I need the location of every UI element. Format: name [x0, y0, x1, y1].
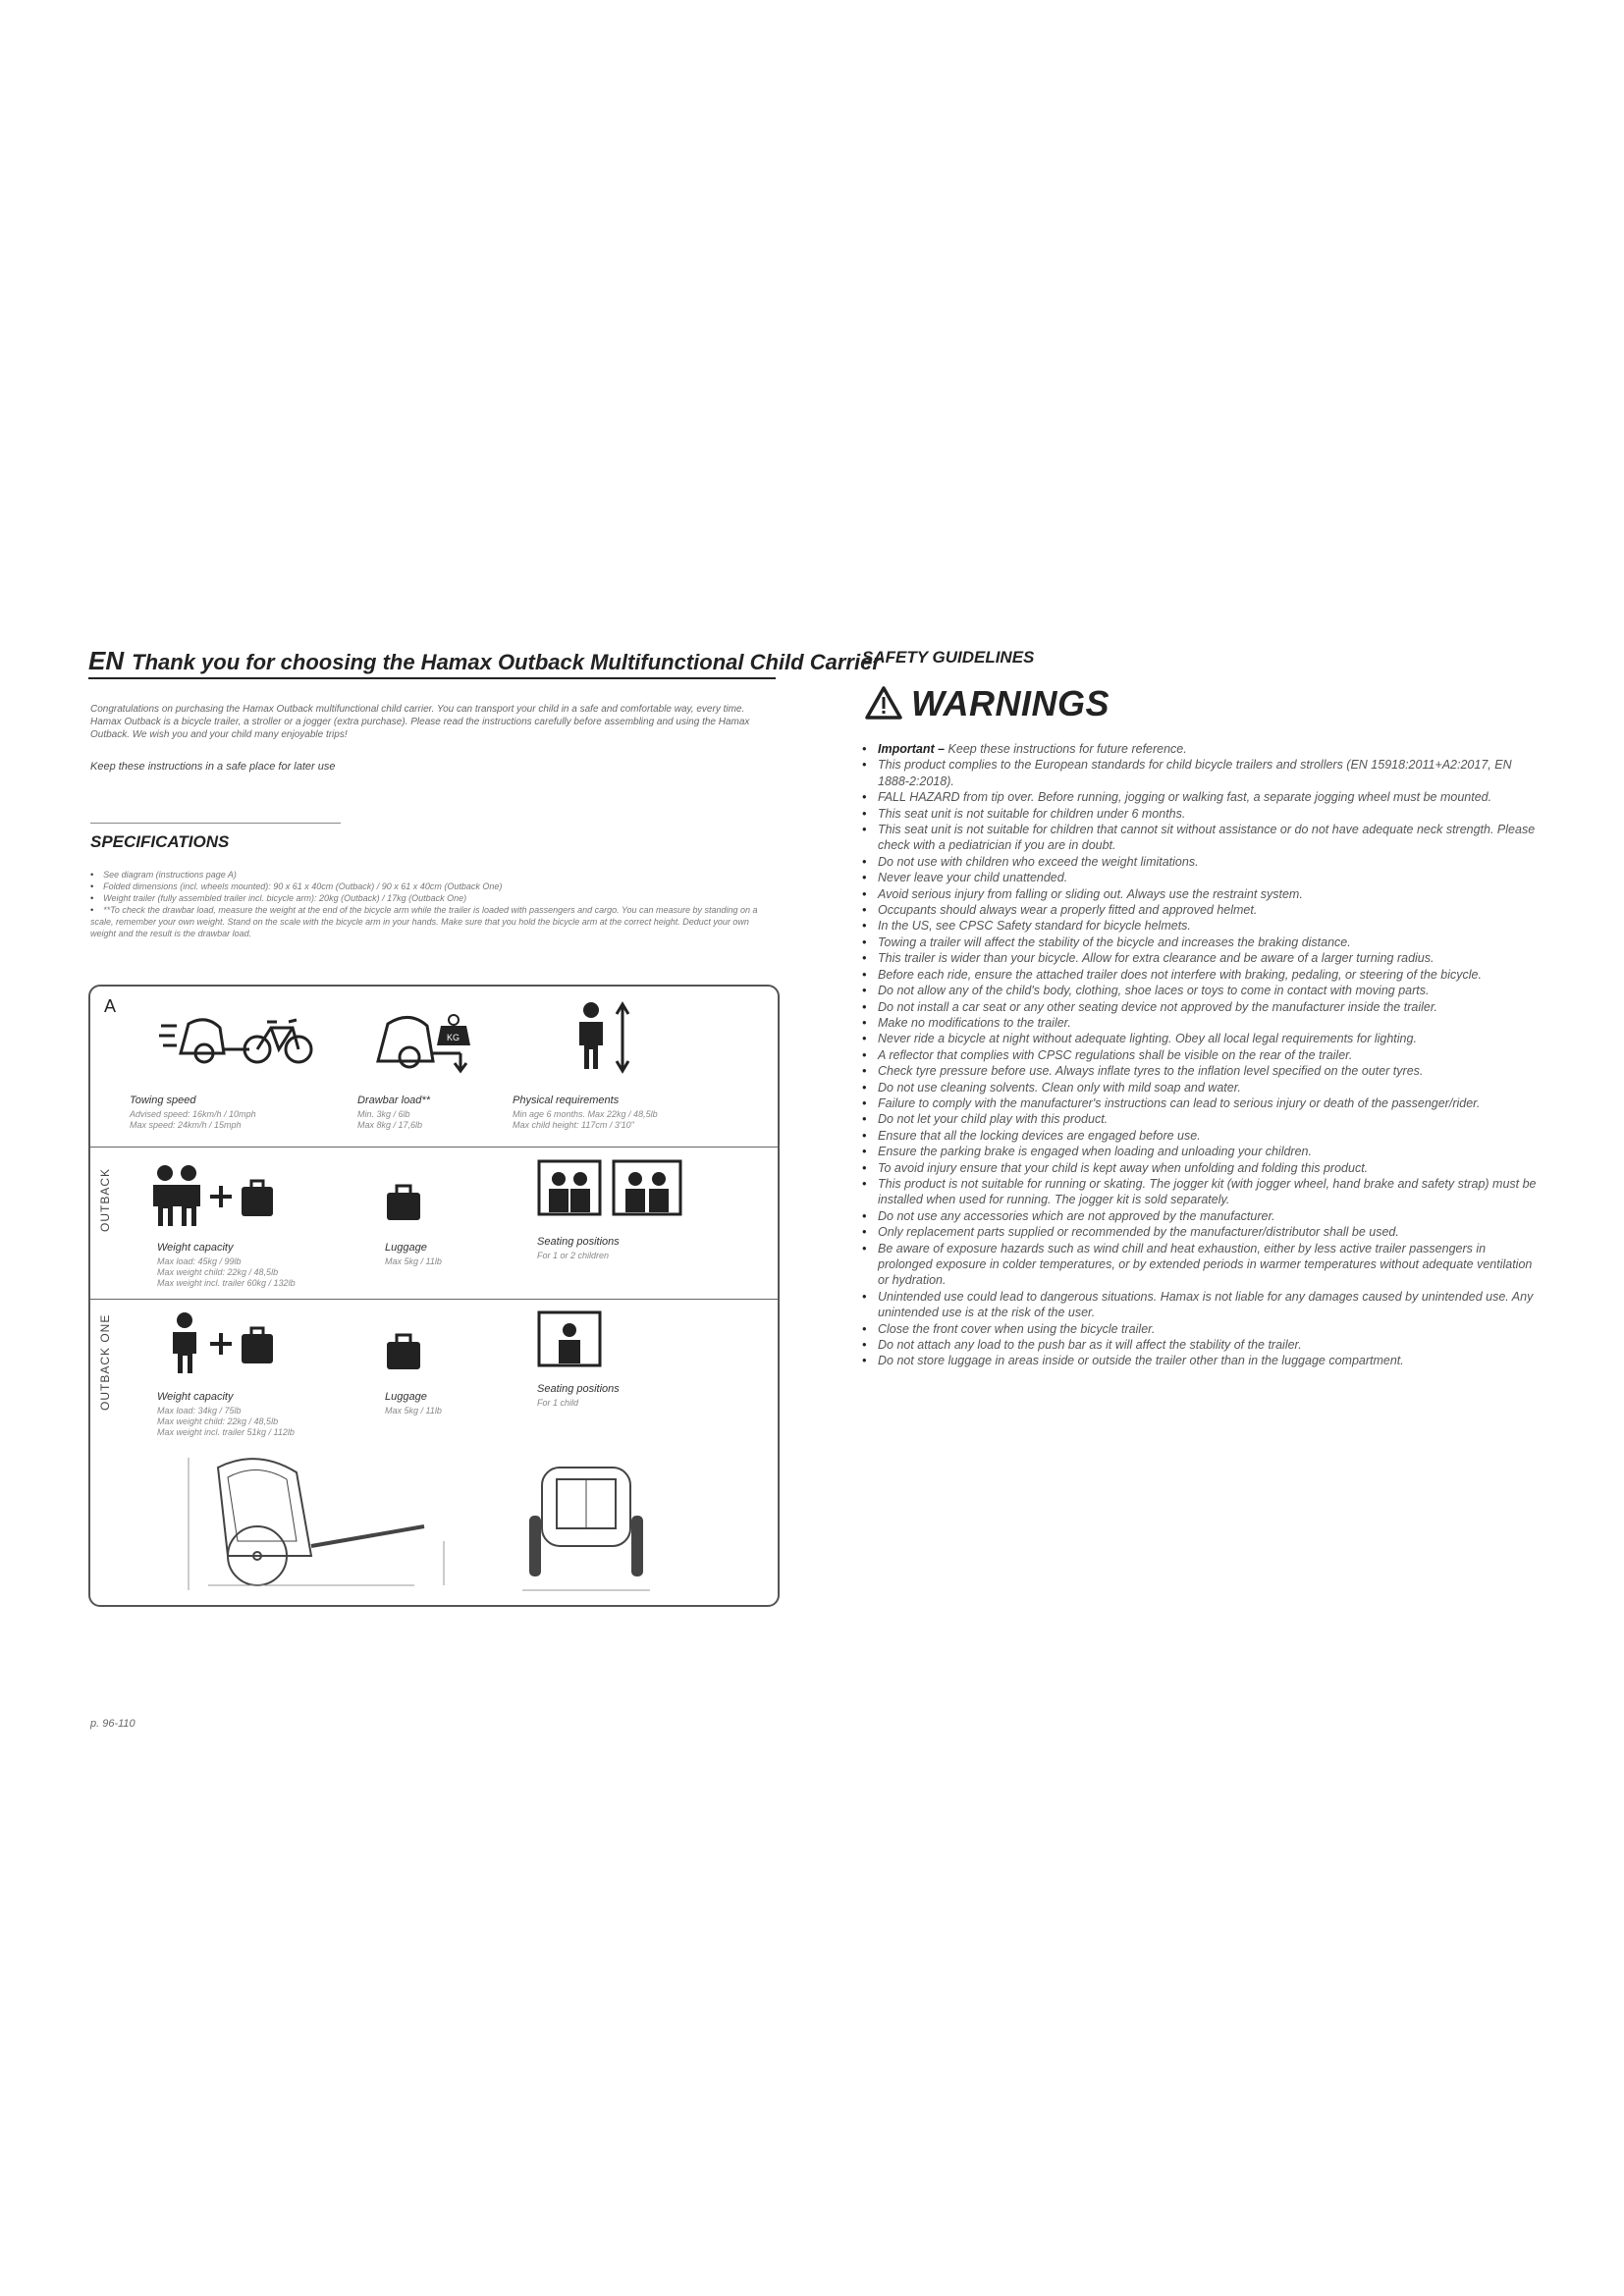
- warning-item: • Never ride a bicycle at night without adequate lighting. Obey all local legal requirements for lighting.: [862, 1031, 1540, 1046]
- divider: [90, 1147, 778, 1148]
- warning-item: • Unintended use could lead to dangerous situations. Hamax is not liable for any damages caused by unintended use. Any unintended use is at the risk of the user.: [862, 1289, 1540, 1321]
- drawbar-load-icon: [370, 996, 478, 1075]
- keep-note: Keep these instructions in a safe place for later use: [90, 761, 336, 773]
- outback-seating-values: For 1 or 2 children: [537, 1251, 610, 1260]
- outback-side-label: OUTBACK: [98, 1167, 112, 1232]
- title-rule: [88, 677, 776, 679]
- outback-luggage-values: Max 5kg / 11lb: [385, 1256, 442, 1266]
- outback-seating-label: Seating positions: [537, 1236, 620, 1248]
- warning-item-important: [862, 741, 1540, 757]
- diagram-letter: A: [104, 996, 117, 1016]
- warning-item: • Do not use cleaning solvents. Clean only with mild soap and water.: [862, 1080, 1540, 1095]
- warning-item: • Do not use any accessories which are not approved by the manufacturer.: [862, 1208, 1540, 1224]
- outback-one-seating-label: Seating positions: [537, 1383, 620, 1395]
- warning-item: • Towing a trailer will affect the stability of the bicycle and increases the braking distance.: [862, 934, 1540, 950]
- outback-weight-capacity-values: Max load: 45kg / 99lb Max weight child: 22kg / 48,5lb Max weight incl. trailer 60kg / 132lb: [157, 1256, 296, 1288]
- drawbar-load-label: Drawbar load**: [357, 1095, 430, 1106]
- spec-item: • Weight trailer (fully assembled trailer incl. bicycle arm): 20kg (Outback) / 17kg (Outback One): [90, 892, 768, 904]
- physical-requirements-label: Physical requirements: [513, 1095, 620, 1106]
- outback-one-luggage-label: Luggage: [385, 1391, 427, 1403]
- specifications-heading: SPECIFICATIONS: [90, 832, 230, 851]
- warning-item: • In the US, see CPSC Safety standard for bicycle helmets.: [862, 918, 1540, 934]
- important-text: Keep these instructions for future reference.: [947, 742, 1187, 756]
- warning-item: • This trailer is wider than your bicycle. Allow for extra clearance and be aware of a larger turning radius.: [862, 950, 1540, 966]
- warning-item: • Do not install a car seat or any other seating device not approved by the manufacturer inside the trailer.: [862, 999, 1540, 1015]
- warning-item: • Occupants should always wear a properly fitted and approved helmet.: [862, 902, 1540, 918]
- warning-item: • Ensure the parking brake is engaged when loading and unloading your children.: [862, 1144, 1540, 1159]
- warning-item: • Do not store luggage in areas inside or outside the trailer other than in the luggage compartment.: [862, 1353, 1540, 1368]
- child-height-icon: [571, 1000, 640, 1075]
- language-code: EN: [88, 646, 125, 675]
- warning-item: • To avoid injury ensure that your child is kept away when unfolding and folding this product.: [862, 1160, 1540, 1176]
- towing-speed-values: Advised speed: 16km/h / 10mph Max speed: 24km/h / 15mph: [130, 1109, 256, 1130]
- warning-item: • Only replacement parts supplied or recommended by the manufacturer/distributor shall be used.: [862, 1224, 1540, 1240]
- intro-paragraph: Congratulations on purchasing the Hamax Outback multifunctional child carrier. You can transport your child in a safe and comfortable way, every time. Hamax Outback is a bicycle trailer, a stroller or a jogger (extra purchase). Please read the instructions carefully before assembling and using the Hamax Outback. We wish you and your child many enjoyable trips!: [90, 704, 750, 740]
- page-title: [88, 646, 881, 676]
- important-label: Important –: [878, 742, 946, 756]
- warning-item: • This product complies to the European standards for child bicycle trailers and strollers (EN 15918:2011+A2:2017, EN 1888-2:2018).: [862, 757, 1540, 789]
- children-plus-luggage-icon: [149, 1163, 277, 1232]
- outback-weight-capacity-label: Weight capacity: [157, 1242, 234, 1254]
- outback-one-side-label: OUTBACK ONE: [98, 1313, 112, 1411]
- spec-item: • See diagram (instructions page A): [90, 869, 768, 881]
- spec-diagram-box: [88, 985, 780, 1607]
- title-text: Thank you for choosing the Hamax Outback Multifunctional Child Carrier: [132, 650, 881, 674]
- warning-triangle-icon: [864, 685, 903, 721]
- towing-speed-label: Towing speed: [130, 1095, 196, 1106]
- outback-luggage-label: Luggage: [385, 1242, 427, 1254]
- drawbar-load-values: Min. 3kg / 6lb Max 8kg / 17,6lb: [357, 1109, 423, 1130]
- spec-list: [90, 869, 768, 939]
- warning-item: • This seat unit is not suitable for children that cannot sit without assistance or do not have adequate neck strength. Please check with a pediatrician if you are in doubt.: [862, 822, 1540, 854]
- bike-trailer-icon: [159, 1006, 316, 1065]
- physical-requirements-values: Min age 6 months. Max 22kg / 48,5lb Max child height: 117cm / 3'10": [513, 1109, 658, 1130]
- one-seat-position-icon: [537, 1310, 606, 1375]
- spec-item: • **To check the drawbar load, measure the weight at the end of the bicycle arm while the trailer is loaded with passengers and cargo. You can measure by standing on a scale, remember your own weight. Stand on the scale with the bicycle arm in your hands. Make sure that you hold the bicycle arm at the correct height. Deduct your own weight and the result is the drawbar load.: [90, 904, 768, 939]
- warning-item: • Do not use with children who exceed the weight limitations.: [862, 854, 1540, 870]
- warning-item: • Ensure that all the locking devices are engaged before use.: [862, 1128, 1540, 1144]
- warning-item: • Make no modifications to the trailer.: [862, 1015, 1540, 1031]
- two-seat-positions-icon: [537, 1159, 684, 1224]
- warning-item: • Be aware of exposure hazards such as wind chill and heat exhaustion, either by less active trailer passengers in prolonged exposure in colder temperatures, or by extended periods in warmer temperatures without adequate ventilation or hydration.: [862, 1241, 1540, 1289]
- outback-one-seating-values: For 1 child: [537, 1398, 579, 1408]
- kg-badge: KG: [447, 1033, 460, 1042]
- warning-item: • Check tyre pressure before use. Always inflate tyres to the inflation level specified on the outer tyres.: [862, 1063, 1540, 1079]
- warning-item: • Do not allow any of the child's body, clothing, shoe laces or toys to come in contact with moving parts.: [862, 983, 1540, 998]
- outback-one-luggage-values: Max 5kg / 11lb: [385, 1406, 442, 1415]
- warning-item: • This product is not suitable for running or skating. The jogger kit (with jogger wheel, hand brake and safety strap) must be installed when used for running. The jogger kit is sold separately.: [862, 1176, 1540, 1208]
- warning-item: • Avoid serious injury from falling or sliding out. Always use the restraint system.: [862, 886, 1540, 902]
- page-number: p. 96-110: [90, 1718, 135, 1730]
- outback-one-weight-capacity-values: Max load: 34kg / 75lb Max weight child: 22kg / 48,5lb Max weight incl. trailer 51kg / 112lb: [157, 1406, 295, 1437]
- warning-item: • Before each ride, ensure the attached trailer does not interfere with braking, pedaling, or steering of the bicycle.: [862, 967, 1540, 983]
- spec-item: • Folded dimensions (incl. wheels mounted): 90 x 61 x 40cm (Outback) / 90 x 61 x 40cm (Outback One): [90, 881, 768, 892]
- warning-item: • This seat unit is not suitable for children under 6 months.: [862, 806, 1540, 822]
- warning-item: • Never leave your child unattended.: [862, 870, 1540, 885]
- warning-item: • Do not let your child play with this product.: [862, 1111, 1540, 1127]
- child-plus-luggage-icon: [169, 1310, 277, 1379]
- warning-item: • Close the front cover when using the bicycle trailer.: [862, 1321, 1540, 1337]
- spec-rule: [90, 823, 341, 824]
- luggage-icon: [385, 1183, 424, 1222]
- divider: [90, 1299, 778, 1300]
- luggage-icon: [385, 1332, 424, 1371]
- warnings-heading: WARNINGS: [911, 683, 1110, 723]
- safety-guidelines-heading: SAFETY GUIDELINES: [862, 648, 1035, 667]
- warnings-list: [862, 741, 1540, 1369]
- outback-one-weight-capacity-label: Weight capacity: [157, 1391, 234, 1403]
- trailer-dimension-drawings: [149, 1448, 738, 1595]
- warning-item: • Failure to comply with the manufacturer's instructions can lead to serious injury or death of the passenger/rider.: [862, 1095, 1540, 1111]
- warning-item: • FALL HAZARD from tip over. Before running, jogging or walking fast, a separate jogging wheel must be mounted.: [862, 789, 1540, 805]
- warning-item: • A reflector that complies with CPSC regulations shall be visible on the rear of the trailer.: [862, 1047, 1540, 1063]
- warning-item: • Do not attach any load to the push bar as it will affect the stability of the trailer.: [862, 1337, 1540, 1353]
